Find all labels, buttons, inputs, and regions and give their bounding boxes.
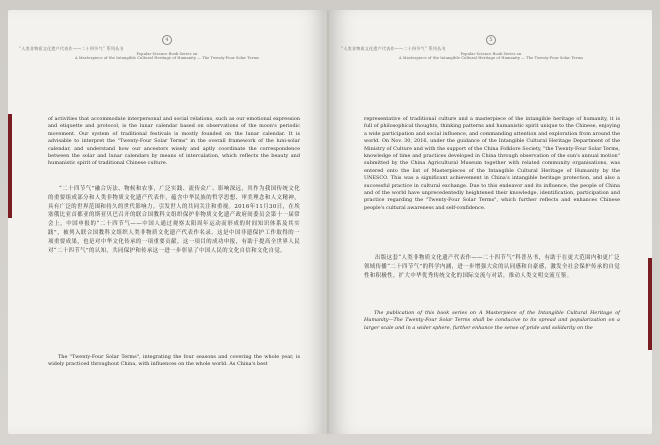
left-page	[8, 10, 326, 434]
right-bookmark-ribbon	[648, 258, 652, 350]
right-page	[330, 10, 652, 434]
left-header-en-1: Popular Science Book Series on	[136, 51, 198, 56]
right-header-en-2: A Masterpiece of the Intangible Cultural Heritage of Humanity — The Twenty-Four Solar Terms	[398, 56, 584, 61]
left-page-number: 4	[162, 35, 172, 45]
left-paragraph-en-2: The "Twenty-Four Solar Terms", integrating the four seasons and covering the whole year, is widely practiced throughout China, with influences on the whole world. As China's best	[48, 354, 300, 368]
right-header-en-1: Popular Science Book Series on	[460, 51, 522, 56]
left-bookmark-ribbon	[8, 114, 12, 218]
right-paragraph-cn: 出版这套“人类非物质文化遗产代表作——二十四节气”科普丛书，有助于在更大范围内和更广泛领域传播“二十四节气”的科学内涵，进一步增强大众的认同感和自豪感，激发全社会保护传承的自觉性和积极性，扩大中华优秀传统文化的国际交流与对话，推动人类文明交流互鉴。	[364, 255, 620, 279]
left-header-en-2: A Masterpiece of the Intangible Cultural Heritage of Humanity — The Twenty-Four Solar Terms	[74, 56, 260, 61]
left-header-cn: “人类非物质文化遗产代表作——二十四节气” 系列丛书	[19, 46, 124, 51]
left-paragraph-cn: “二十四节气”融合历法、物候和农事，广泛实践、流传众广、影响深远，其作为我国传统文化的重要组成部分和人类非物质文化遗产代表作，蕴含中华民族的哲学思想、审美理念和人文精神，具有广泛的世界范围和持久的世代影响力。引发世人的共同关注和重视。2016年11月30日，在埃塞俄比亚首都亚的斯亚贝巴召开的联合国教科文组织保护非物质文化遗产政府间委员会第十一届常会上，中国申报的“二十四节气——中国人通过观察太阳周年运动而形成的时间知识体系及其实践”，被列入联合国教科文组织人类非物质文化遗产代表作名录。这是中国非遗保护工作取得的一项重要成果，也是对中华文化传承的一项重要贡献。这一项目的成功申报，有助于提高全世界人民对“二十四节气”的认知，共同保护和传承这一进一步彰显了中国人民的文化自信和文化自觉。	[48, 186, 300, 254]
right-page-number: 5	[486, 35, 496, 45]
left-page-header	[8, 26, 326, 61]
right-paragraph-en-2: The publication of this book series on A Masterpiece of the Intangible Cultural Heritage of Humanity—The Twenty-Four Solar Terms shall be conducive to its spread and popularization on a larger scale and in a wider sphere, further enhance the sense of pride and solidarity on the	[364, 310, 620, 331]
left-paragraph-en-1: of activities that accommodate interpersonal and social relations, such as our emotional expression and etiquette and protocol, is the lunar calendar based on observations of the moon's periodic movement. Our system of traditional festivals is mostly founded on the lunar calendar. It is advisable to interpret the "Twenty-Four Solar Terms" in the overall framework of the luni-solar calendar, and understand how our ancestors wisely and aptly coordinate the correspondence between the solar and lunar calendars by means of intercalation, which reflects the beauty and humanistic spirit of traditional Chinese culture.	[48, 116, 300, 167]
right-page-header	[330, 26, 652, 61]
right-paragraph-en-1: representative of traditional culture and a masterpiece of the intangible heritage of humanity, it is full of philosophical thoughts, thinking patterns and humanistic spirit unique to the Chinese, enjoying a wide participation and social influence, and commanding attention and exploration from around the world. On Nov. 30, 2016, under the guidance of the Intangible Cultural Heritage Department of the Ministry of Culture and with the support of the China Folklore Society, "the Twenty-Four Solar Terms, knowledge of time and practices developed in China through observation of the sun's annual motion" submitted by the China Agricultural Museum together with related community organisations, was entered onto the list of Masterpieces of the Intangible Cultural Heritage of Humanity by the UNESCO. This was a significant achievement in China's intangible heritage protection, and also a successful practice in cultural exchange. Due to this endeavor and its influence, the people of China and of the world have unprecedentedly heightened their knowledge, identification, participation and practice regarding the "Twenty-Four Solar Terms", which further reflects and enhances Chinese people's cultural awareness and self-confidence.	[364, 116, 620, 211]
right-header-cn: “人类非物质文化遗产代表作——二十四节气” 系列丛书	[341, 46, 446, 51]
